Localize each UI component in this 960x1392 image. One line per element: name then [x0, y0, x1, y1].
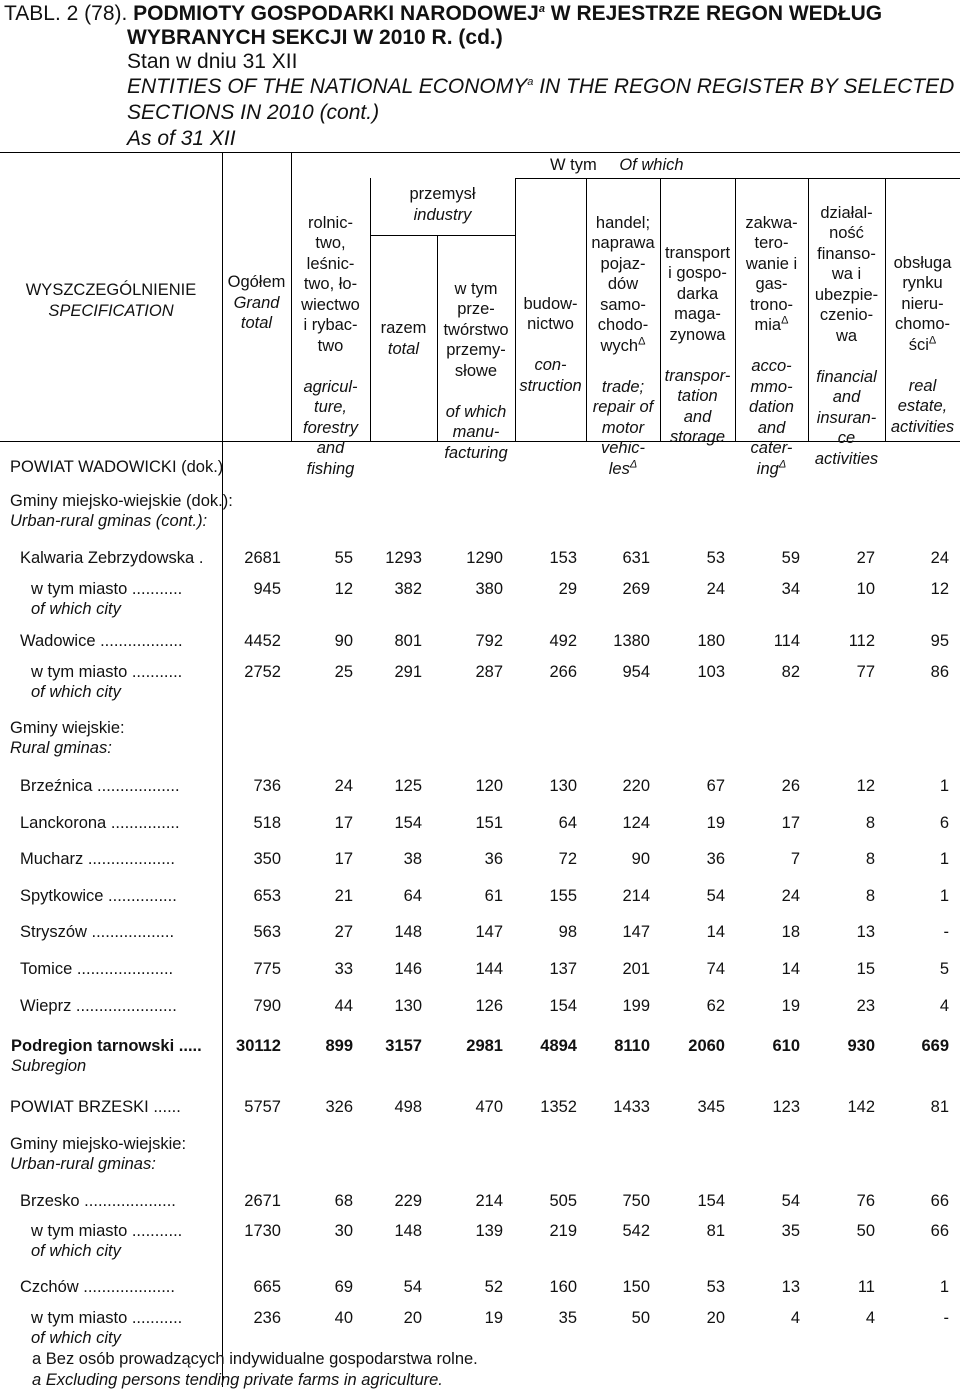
table-cell: 1293: [385, 549, 422, 567]
table-cell: 142: [847, 1098, 875, 1116]
header-top-rule: [0, 152, 960, 153]
table-cell: 801: [394, 632, 422, 650]
table-cell: 17: [781, 814, 800, 832]
row-label: Brzesko ....................: [20, 1192, 176, 1210]
table-cell: 125: [394, 777, 422, 795]
table-cell: 269: [622, 580, 650, 598]
table-cell: 4: [790, 1309, 800, 1327]
table-cell: 148: [394, 923, 422, 941]
table-cell: 86: [930, 663, 949, 681]
table-cell: 17: [334, 814, 353, 832]
table-cell: 69: [334, 1278, 353, 1296]
title-date-en: As of 31 XII: [127, 127, 236, 150]
manuf-header-en: of which manu- facturing: [444, 402, 508, 462]
table-cell: 103: [697, 663, 725, 681]
table-cell: 563: [253, 923, 281, 941]
table-cell: 76: [856, 1192, 875, 1210]
section-powiat-brzeski: POWIAT BRZESKI ......: [10, 1098, 181, 1116]
table-cell: 14: [706, 923, 725, 941]
table-cell: 326: [325, 1098, 353, 1116]
realestate-delta-marker: Δ: [928, 334, 937, 346]
table-cell: 12: [334, 580, 353, 598]
row-label: w tym miasto ...........: [31, 663, 183, 681]
title-en-part1: ENTITIES OF THE NATIONAL ECONOMY: [127, 75, 528, 98]
table-cell: 130: [549, 777, 577, 795]
table-cell: 44: [334, 997, 353, 1015]
table-cell: 18: [781, 923, 800, 941]
manuf-header-pl: w tym prze- twórstwo przemy- słowe: [443, 279, 509, 380]
accom-header: [735, 192, 808, 500]
table-cell: 1730: [244, 1222, 281, 1240]
industry-header-pl: przemysł: [409, 185, 476, 203]
table-cell: 930: [847, 1037, 875, 1055]
table-cell: 98: [558, 923, 577, 941]
realestate-header-en: real estate, activities: [890, 376, 955, 436]
ind-total-header-en: total: [387, 339, 420, 358]
trade-header-pl: handel; naprawa pojaz- dów samo- chodo- wych: [591, 213, 655, 355]
table-cell: 17: [334, 850, 353, 868]
ind-total-header: [370, 318, 437, 359]
table-cell: 291: [394, 663, 422, 681]
table-cell: 95: [930, 632, 949, 650]
table-cell: 1: [939, 887, 949, 905]
table-cell: 61: [484, 887, 503, 905]
table-cell: 236: [253, 1309, 281, 1327]
table-cell: 14: [781, 960, 800, 978]
total-header-en1: Grand: [233, 293, 280, 312]
table-cell: 19: [781, 997, 800, 1015]
row-label: w tym miasto ...........: [31, 1222, 183, 1240]
table-cell: 139: [475, 1222, 503, 1240]
title-footnote-marker: a: [538, 3, 545, 15]
table-cell: 10: [856, 580, 875, 598]
table-title: [4, 2, 882, 26]
table-cell: 155: [549, 887, 577, 905]
table-cell: 82: [781, 663, 800, 681]
table-cell: 498: [394, 1098, 422, 1116]
table-cell: 13: [856, 923, 875, 941]
table-cell: 24: [781, 887, 800, 905]
total-header-en2: total: [240, 314, 273, 332]
table-cell: 160: [549, 1278, 577, 1296]
table-cell: 20: [706, 1309, 725, 1327]
title-pl-part2: W REJESTRZE REGON WEDŁUG: [550, 2, 883, 25]
table-cell: 137: [549, 960, 577, 978]
table-cell: 8110: [614, 1037, 650, 1055]
table-cell: 382: [394, 580, 422, 598]
table-cell: 4452: [244, 632, 281, 650]
table-cell: 12: [930, 580, 949, 598]
table-cell: 23: [856, 997, 875, 1015]
table-cell: 150: [622, 1278, 650, 1296]
table-cell: 35: [781, 1222, 800, 1240]
table-cell: 67: [706, 777, 725, 795]
table-cell: 34: [781, 580, 800, 598]
table-cell: 775: [253, 960, 281, 978]
table-cell: 4: [939, 997, 949, 1015]
ind-total-header-pl: razem: [380, 319, 427, 337]
table-cell: 29: [558, 580, 577, 598]
table-cell: 90: [631, 850, 650, 868]
table-cell: 199: [622, 997, 650, 1015]
trade-en-delta-marker: Δ: [629, 458, 638, 470]
row-label: Czchów ....................: [20, 1278, 175, 1296]
spec-header-en: SPECIFICATION: [48, 301, 174, 320]
row-sublabel: of which city: [31, 1242, 121, 1260]
table-cell: 1: [939, 850, 949, 868]
section-rural-pl: Gminy wiejskie:: [10, 719, 125, 737]
table-cell: 120: [475, 777, 503, 795]
realestate-header-pl: obsługa rynku nieru- chomo- ści: [893, 253, 952, 354]
row-sublabel: of which city: [31, 600, 121, 618]
table-cell: 112: [848, 632, 875, 650]
row-label: w tym miasto ...........: [31, 1309, 183, 1327]
table-cell: 345: [697, 1098, 725, 1116]
table-cell: 505: [549, 1192, 577, 1210]
table-cell: 54: [403, 1278, 422, 1296]
table-cell: 72: [558, 850, 577, 868]
table-cell: 123: [772, 1098, 800, 1116]
table-cell: 30: [334, 1222, 353, 1240]
table-cell: 81: [930, 1098, 949, 1116]
table-cell: 8: [865, 814, 875, 832]
table-cell: 214: [622, 887, 650, 905]
manuf-header: [437, 258, 515, 484]
table-cell: 229: [394, 1192, 422, 1210]
table-cell: 146: [394, 960, 422, 978]
title-en-footnote-marker: a: [527, 76, 534, 88]
table-cell: 610: [772, 1037, 800, 1055]
table-cell: 50: [631, 1309, 650, 1327]
row-label: Lanckorona ...............: [20, 814, 180, 832]
table-cell: 154: [549, 997, 577, 1015]
table-cell: 19: [706, 814, 725, 832]
of-which-header: [550, 155, 684, 175]
table-cell: 2060: [688, 1037, 725, 1055]
table-cell: 8: [865, 850, 875, 868]
table-cell: 53: [706, 1278, 725, 1296]
table-cell: 33: [334, 960, 353, 978]
row-sublabel: of which city: [31, 1329, 121, 1347]
table-cell: 669: [921, 1037, 949, 1055]
table-cell: 945: [253, 580, 281, 598]
table-cell: -: [943, 923, 949, 941]
title-pl-line2: WYBRANYCH SEKCJI W 2010 R. (cd.): [127, 26, 503, 49]
table-cell: 27: [856, 549, 875, 567]
industry-rule: [370, 235, 515, 236]
transport-header: [660, 222, 735, 468]
table-cell: 114: [773, 632, 800, 650]
table-cell: 653: [253, 887, 281, 905]
table-cell: 7: [790, 850, 800, 868]
table-cell: 1433: [613, 1098, 650, 1116]
table-cell: 5757: [244, 1098, 281, 1116]
table-cell: 27: [334, 923, 353, 941]
finance-header-pl: działal- ność finanso- wa i ubezpie- czenio- wa: [814, 203, 879, 345]
accom-header-en: acco- mmo- dation and cater- ing: [749, 357, 794, 478]
table-cell: 201: [622, 960, 650, 978]
table-cell: 8: [865, 887, 875, 905]
total-header-pl: Ogółem: [227, 273, 286, 291]
table-cell: 266: [549, 663, 577, 681]
table-cell: 12: [856, 777, 875, 795]
constr-header-en: con- struction: [519, 356, 582, 395]
section-urban-rural2-en: Urban-rural gminas:: [10, 1155, 156, 1173]
table-cell: 790: [253, 997, 281, 1015]
row-label: Stryszów ..................: [20, 923, 175, 941]
table-cell: 180: [697, 632, 725, 650]
section-urban-rural-pl: Gminy miejsko-wiejskie (dok.):: [10, 492, 233, 510]
table-cell: 792: [475, 632, 503, 650]
table-cell: 15: [856, 960, 875, 978]
table-cell: 287: [475, 663, 503, 681]
table-cell: 52: [484, 1278, 503, 1296]
table-cell: 380: [475, 580, 503, 598]
table-cell: 151: [475, 814, 503, 832]
trade-header-en: trade; repair of motor vehic- les: [592, 377, 654, 478]
table-cell: 492: [549, 632, 577, 650]
table-cell: 2981: [466, 1037, 503, 1055]
table-cell: 13: [781, 1278, 800, 1296]
transport-header-en: transpor- tation and storage: [664, 366, 731, 446]
table-cell: 53: [706, 549, 725, 567]
table-cell: 148: [394, 1222, 422, 1240]
title-pl-part1: PODMIOTY GOSPODARKI NARODOWEJ: [133, 2, 539, 25]
accom-en-delta-marker: Δ: [778, 458, 787, 470]
table-cell: 81: [706, 1222, 725, 1240]
table-cell: 1: [939, 1278, 949, 1296]
agri-header-pl: rolnic- two, leśnic- two, ło- wiectwo i rybac- two: [301, 213, 360, 355]
row-label: Brzeźnica ..................: [20, 777, 180, 795]
section-urban-rural2-pl: Gminy miejsko-wiejskie:: [10, 1135, 187, 1153]
table-cell: 4: [865, 1309, 875, 1327]
table-cell: 147: [475, 923, 503, 941]
table-cell: 40: [334, 1309, 353, 1327]
title-en-line2: SECTIONS IN 2010 (cont.): [127, 101, 380, 124]
agri-header: [291, 192, 370, 500]
table-cell: -: [943, 1309, 949, 1327]
row-label: Wieprz ......................: [20, 997, 177, 1015]
table-cell: 55: [334, 549, 353, 567]
table-cell: 1352: [540, 1098, 577, 1116]
title-en-part2: IN THE REGON REGISTER BY SELECTED: [539, 75, 955, 98]
table-cell: 144: [475, 960, 503, 978]
table-cell: 26: [781, 777, 800, 795]
trade-header: [586, 192, 660, 500]
spec-header-pl: WYSZCZEGÓLNIENIE: [25, 281, 197, 299]
accom-delta-marker: Δ: [781, 314, 789, 327]
table-cell: 25: [334, 663, 353, 681]
section-rural-en: Rural gminas:: [10, 739, 112, 757]
finance-header: [808, 182, 885, 490]
realestate-header: [885, 232, 960, 458]
title-en-line1: [127, 75, 954, 99]
table-cell: 542: [622, 1222, 650, 1240]
table-cell: 1290: [466, 549, 503, 567]
table-cell: 36: [484, 850, 503, 868]
table-cell: 219: [549, 1222, 577, 1240]
constr-header-pl: budow- nictwo: [523, 294, 578, 333]
table-cell: 220: [622, 777, 650, 795]
row-label: Tomice .....................: [20, 960, 174, 978]
table-cell: 66: [930, 1222, 949, 1240]
transport-header-pl: transport i gospo- darka maga- zynowa: [664, 243, 731, 344]
table-cell: 35: [558, 1309, 577, 1327]
finance-header-en: financial and insuran- ce activities: [814, 367, 879, 468]
table-cell: 3157: [385, 1037, 422, 1055]
table-cell: 62: [706, 997, 725, 1015]
row-sublabel: Subregion: [11, 1057, 87, 1075]
table-cell: 24: [706, 580, 725, 598]
table-cell: 4894: [540, 1037, 577, 1055]
table-cell: 36: [706, 850, 725, 868]
footnote-pl: a Bez osób prowadzących indywidualne gospodarstwa rolne.: [32, 1350, 478, 1368]
table-cell: 50: [856, 1222, 875, 1240]
table-cell: 124: [622, 814, 650, 832]
table-cell: 6: [939, 814, 949, 832]
spec-header: [0, 280, 222, 321]
row-label: w tym miasto ...........: [31, 580, 183, 598]
table-cell: 750: [622, 1192, 650, 1210]
title-date-pl: Stan w dniu 31 XII: [127, 50, 298, 73]
table-cell: 68: [334, 1192, 353, 1210]
row-label: Wadowice ..................: [20, 632, 183, 650]
of-which-en: Of which: [619, 156, 684, 174]
table-cell: 64: [558, 814, 577, 832]
table-cell: 59: [781, 549, 800, 567]
table-number: TABL. 2 (78).: [4, 2, 128, 25]
table-cell: 2681: [244, 549, 281, 567]
table-cell: 130: [394, 997, 422, 1015]
table-cell: 11: [857, 1278, 875, 1296]
table-cell: 126: [475, 997, 503, 1015]
table-cell: 154: [394, 814, 422, 832]
row-label: Spytkowice ...............: [20, 887, 177, 905]
row-sublabel: of which city: [31, 683, 121, 701]
table-cell: 470: [475, 1098, 503, 1116]
row-label: Kalwaria Zebrzydowska .: [20, 549, 204, 567]
table-cell: 77: [856, 663, 875, 681]
row-label: Mucharz ...................: [20, 850, 175, 868]
footnote-en: a Excluding persons tending private farms in agriculture.: [32, 1371, 443, 1389]
table-cell: 5: [939, 960, 949, 978]
table-cell: 899: [325, 1037, 353, 1055]
table-cell: 350: [253, 850, 281, 868]
table-cell: 153: [549, 549, 577, 567]
of-which-pl: W tym: [550, 156, 597, 174]
section-urban-rural-en: Urban-rural gminas (cont.):: [10, 512, 208, 530]
table-cell: 214: [475, 1192, 503, 1210]
table-cell: 74: [706, 960, 725, 978]
table-cell: 19: [484, 1309, 503, 1327]
table-cell: 20: [403, 1309, 422, 1327]
trade-delta-marker: Δ: [638, 335, 646, 347]
table-cell: 736: [253, 777, 281, 795]
agri-header-en: agricul- ture, forestry and fishing: [302, 377, 358, 478]
table-cell: 21: [334, 887, 353, 905]
table-cell: 2752: [244, 663, 281, 681]
table-cell: 90: [334, 632, 353, 650]
table-cell: 38: [403, 850, 422, 868]
table-cell: 518: [253, 814, 281, 832]
table-cell: 2671: [244, 1192, 281, 1210]
table-cell: 24: [930, 549, 949, 567]
industry-header: [370, 184, 515, 225]
table-cell: 66: [930, 1192, 949, 1210]
constr-header: [515, 273, 586, 417]
table-cell: 64: [403, 887, 422, 905]
table-cell: 1: [939, 777, 949, 795]
section-powiat-wadowicki: POWIAT WADOWICKI (dok.): [10, 458, 224, 476]
accom-header-pl: zakwa- tero- wanie i gas- trono- mia: [745, 213, 798, 334]
table-cell: 30112: [236, 1037, 281, 1055]
table-cell: 24: [334, 777, 353, 795]
of-which-rule: [515, 178, 960, 179]
industry-header-en: industry: [413, 205, 472, 224]
total-header: [222, 272, 291, 334]
table-cell: 631: [622, 549, 650, 567]
table-cell: 54: [706, 887, 725, 905]
table-cell: 954: [622, 663, 650, 681]
table-cell: 54: [781, 1192, 800, 1210]
table-cell: 147: [622, 923, 650, 941]
table-cell: 1380: [613, 632, 650, 650]
table-cell: 665: [253, 1278, 281, 1296]
row-label: Podregion tarnowski .....: [11, 1037, 202, 1055]
table-cell: 154: [697, 1192, 725, 1210]
